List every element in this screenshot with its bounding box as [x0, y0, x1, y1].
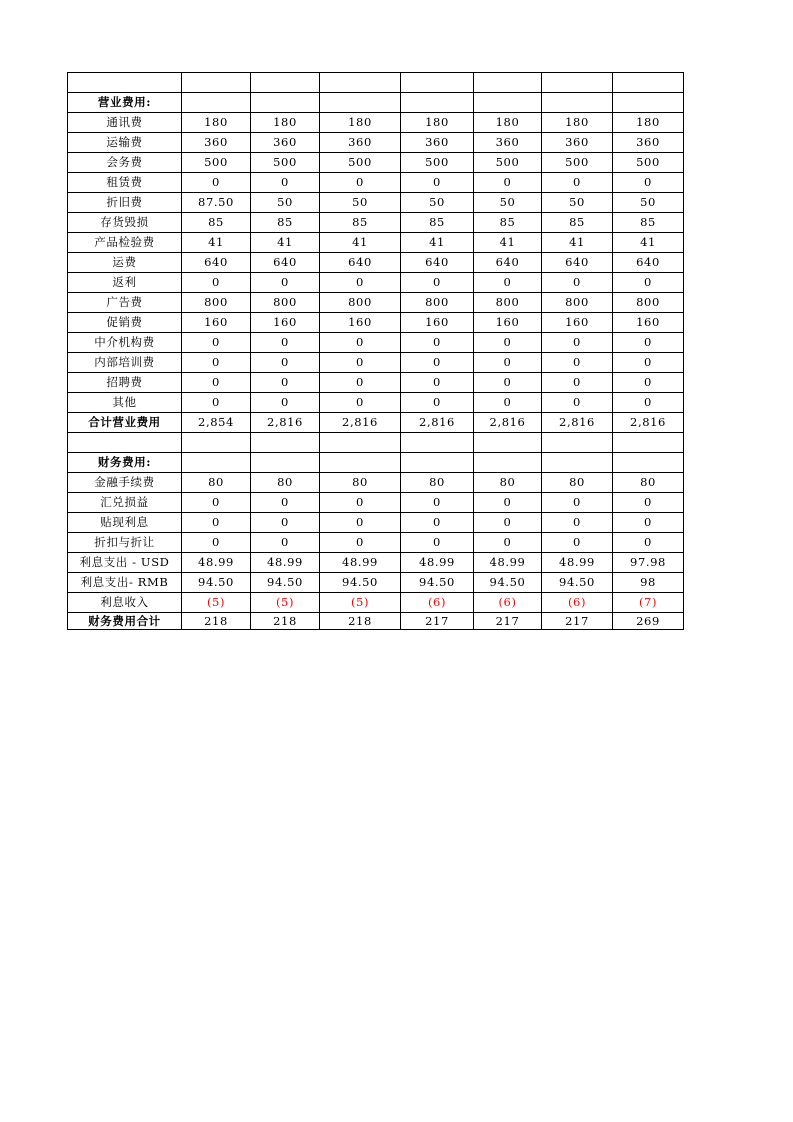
value-cell[interactable]: 50 — [401, 193, 474, 213]
value-cell[interactable]: 0 — [542, 173, 613, 193]
value-cell[interactable]: 80 — [613, 473, 684, 493]
table-row — [68, 393, 684, 413]
value-cell[interactable]: 160 — [542, 313, 613, 333]
value-cell[interactable] — [320, 453, 401, 473]
value-cell[interactable] — [542, 453, 613, 473]
value-cell[interactable] — [251, 453, 320, 473]
value-cell[interactable]: 180 — [401, 113, 474, 133]
value-cell[interactable] — [401, 433, 474, 453]
value-cell[interactable]: 94.50 — [320, 573, 401, 593]
value-cell[interactable]: 48.99 — [542, 553, 613, 573]
value-cell[interactable]: 0 — [542, 513, 613, 533]
value-cell[interactable]: 269 — [613, 613, 684, 630]
value-cell[interactable]: 85 — [474, 213, 542, 233]
value-cell[interactable]: 0 — [401, 333, 474, 353]
value-cell[interactable]: 2,854 — [182, 413, 251, 433]
table-row — [68, 133, 684, 153]
value-cell[interactable]: 0 — [474, 393, 542, 413]
value-cell[interactable]: 0 — [182, 513, 251, 533]
value-cell[interactable]: 0 — [474, 273, 542, 293]
value-cell[interactable]: 0 — [474, 353, 542, 373]
value-cell[interactable]: 85 — [251, 213, 320, 233]
value-cell[interactable]: 0 — [320, 533, 401, 553]
value-cell[interactable]: 0 — [182, 353, 251, 373]
row-label-cell[interactable]: 运费 — [68, 253, 182, 273]
value-cell[interactable]: (7) — [613, 593, 684, 613]
table-row — [68, 513, 684, 533]
row-label-cell[interactable]: 中介机构费 — [68, 333, 182, 353]
value-cell[interactable]: 640 — [182, 253, 251, 273]
value-cell[interactable]: 48.99 — [251, 553, 320, 573]
value-cell[interactable]: 360 — [401, 133, 474, 153]
value-cell[interactable]: 0 — [474, 493, 542, 513]
table-row — [68, 473, 684, 493]
value-cell[interactable]: 94.50 — [182, 573, 251, 593]
value-cell[interactable]: 640 — [474, 253, 542, 273]
value-cell[interactable]: (5) — [182, 593, 251, 613]
row-label-cell[interactable]: 贴现利息 — [68, 513, 182, 533]
value-cell[interactable]: 0 — [401, 353, 474, 373]
value-cell[interactable]: 41 — [542, 233, 613, 253]
table-row — [68, 293, 684, 313]
value-cell[interactable]: 180 — [474, 113, 542, 133]
value-cell[interactable]: 87.50 — [182, 193, 251, 213]
value-cell[interactable]: 0 — [251, 353, 320, 373]
value-cell[interactable]: 0 — [182, 533, 251, 553]
value-cell[interactable]: 0 — [251, 513, 320, 533]
value-cell[interactable]: 41 — [474, 233, 542, 253]
value-cell[interactable]: 180 — [320, 113, 401, 133]
table-row — [68, 253, 684, 273]
value-cell[interactable]: 0 — [320, 513, 401, 533]
value-cell[interactable]: 800 — [401, 293, 474, 313]
value-cell[interactable]: 500 — [182, 153, 251, 173]
expense-table — [67, 72, 684, 630]
value-cell[interactable]: 640 — [613, 253, 684, 273]
value-cell[interactable]: 360 — [474, 133, 542, 153]
value-cell[interactable]: 800 — [474, 293, 542, 313]
value-cell[interactable]: 217 — [401, 613, 474, 630]
table-row — [68, 173, 684, 193]
value-cell[interactable]: 41 — [320, 233, 401, 253]
value-cell[interactable]: 2,816 — [401, 413, 474, 433]
value-cell[interactable]: 500 — [542, 153, 613, 173]
value-cell[interactable]: 50 — [474, 193, 542, 213]
value-cell[interactable] — [542, 73, 613, 93]
value-cell[interactable]: 0 — [251, 533, 320, 553]
value-cell[interactable]: 360 — [251, 133, 320, 153]
value-cell[interactable] — [613, 93, 684, 113]
value-cell[interactable]: 0 — [401, 513, 474, 533]
value-cell[interactable]: 800 — [320, 293, 401, 313]
value-cell[interactable]: 2,816 — [251, 413, 320, 433]
section-header-row — [68, 93, 684, 113]
value-cell[interactable]: 800 — [613, 293, 684, 313]
value-cell[interactable]: 0 — [542, 273, 613, 293]
value-cell[interactable]: 0 — [251, 493, 320, 513]
value-cell[interactable]: 160 — [474, 313, 542, 333]
value-cell[interactable]: 48.99 — [182, 553, 251, 573]
value-cell[interactable]: 360 — [182, 133, 251, 153]
table-row — [68, 353, 684, 373]
value-cell[interactable]: (6) — [401, 593, 474, 613]
value-cell[interactable]: 41 — [401, 233, 474, 253]
row-label-cell[interactable]: 合计营业费用 — [68, 413, 182, 433]
value-cell[interactable] — [613, 73, 684, 93]
value-cell[interactable]: 48.99 — [474, 553, 542, 573]
value-cell[interactable]: 160 — [401, 313, 474, 333]
value-cell[interactable]: 0 — [613, 273, 684, 293]
value-cell[interactable]: 500 — [474, 153, 542, 173]
value-cell[interactable] — [474, 73, 542, 93]
value-cell[interactable]: 0 — [613, 373, 684, 393]
table-row — [68, 593, 684, 613]
value-cell[interactable]: 94.50 — [474, 573, 542, 593]
value-cell[interactable]: 0 — [251, 393, 320, 413]
value-cell[interactable]: 0 — [613, 513, 684, 533]
row-label-cell[interactable]: 利息支出 - USD — [68, 553, 182, 573]
value-cell[interactable]: 2,816 — [613, 413, 684, 433]
value-cell[interactable] — [542, 433, 613, 453]
blank-row — [68, 73, 684, 93]
value-cell[interactable]: 0 — [320, 353, 401, 373]
value-cell[interactable]: 160 — [182, 313, 251, 333]
value-cell[interactable]: 0 — [251, 273, 320, 293]
row-label-cell[interactable]: 促销费 — [68, 313, 182, 333]
value-cell[interactable]: 85 — [542, 213, 613, 233]
value-cell[interactable]: 0 — [251, 373, 320, 393]
row-label-cell[interactable]: 利息收入 — [68, 593, 182, 613]
value-cell[interactable] — [401, 73, 474, 93]
row-label-cell[interactable]: 返利 — [68, 273, 182, 293]
value-cell[interactable]: 0 — [613, 353, 684, 373]
value-cell[interactable]: 0 — [182, 333, 251, 353]
value-cell[interactable]: 0 — [401, 273, 474, 293]
value-cell[interactable] — [474, 453, 542, 473]
total-row — [68, 613, 684, 630]
value-cell[interactable]: 180 — [182, 113, 251, 133]
value-cell[interactable]: 85 — [401, 213, 474, 233]
value-cell[interactable]: 0 — [320, 273, 401, 293]
table-row — [68, 213, 684, 233]
table-row — [68, 153, 684, 173]
blank-row — [68, 433, 684, 453]
value-cell[interactable] — [251, 73, 320, 93]
value-cell[interactable]: 180 — [613, 113, 684, 133]
value-cell[interactable]: 2,816 — [320, 413, 401, 433]
value-cell[interactable]: 0 — [182, 393, 251, 413]
row-label-cell[interactable]: 财务费用合计 — [68, 613, 182, 630]
row-label-cell[interactable]: 运输费 — [68, 133, 182, 153]
value-cell[interactable]: 180 — [542, 113, 613, 133]
table-row — [68, 533, 684, 553]
row-label-cell[interactable]: 其他 — [68, 393, 182, 413]
value-cell[interactable]: 500 — [401, 153, 474, 173]
table-row — [68, 273, 684, 293]
value-cell[interactable]: 360 — [320, 133, 401, 153]
table-row — [68, 193, 684, 213]
value-cell[interactable]: 0 — [320, 493, 401, 513]
row-label-cell[interactable]: 金融手续费 — [68, 473, 182, 493]
table-row — [68, 573, 684, 593]
value-cell[interactable]: 0 — [613, 173, 684, 193]
value-cell[interactable]: 0 — [474, 533, 542, 553]
row-label-cell[interactable]: 利息支出- RMB — [68, 573, 182, 593]
value-cell[interactable]: 0 — [613, 493, 684, 513]
value-cell[interactable]: 97.98 — [613, 553, 684, 573]
value-cell[interactable] — [182, 73, 251, 93]
value-cell[interactable]: 0 — [542, 493, 613, 513]
value-cell[interactable]: 85 — [613, 213, 684, 233]
value-cell[interactable]: 500 — [251, 153, 320, 173]
value-cell[interactable]: 0 — [182, 493, 251, 513]
row-label-cell[interactable]: 通讯费 — [68, 113, 182, 133]
value-cell[interactable]: 0 — [182, 173, 251, 193]
value-cell[interactable] — [320, 73, 401, 93]
value-cell[interactable] — [182, 93, 251, 113]
value-cell[interactable]: 500 — [613, 153, 684, 173]
value-cell[interactable]: 640 — [320, 253, 401, 273]
value-cell[interactable] — [320, 93, 401, 113]
value-cell[interactable]: 160 — [613, 313, 684, 333]
value-cell[interactable]: 0 — [542, 393, 613, 413]
section-header-row — [68, 453, 684, 473]
value-cell[interactable]: 80 — [401, 473, 474, 493]
value-cell[interactable]: 0 — [401, 373, 474, 393]
value-cell[interactable]: 50 — [251, 193, 320, 213]
value-cell[interactable]: 85 — [182, 213, 251, 233]
value-cell[interactable]: 217 — [474, 613, 542, 630]
value-cell[interactable]: 800 — [251, 293, 320, 313]
value-cell[interactable]: 80 — [474, 473, 542, 493]
value-cell[interactable]: 41 — [613, 233, 684, 253]
value-cell[interactable]: 0 — [251, 173, 320, 193]
value-cell[interactable] — [474, 93, 542, 113]
row-label-cell[interactable]: 营业费用: — [68, 93, 182, 113]
value-cell[interactable]: 0 — [401, 533, 474, 553]
total-row — [68, 413, 684, 433]
value-cell[interactable]: 0 — [613, 533, 684, 553]
value-cell[interactable]: 218 — [251, 613, 320, 630]
value-cell[interactable]: 48.99 — [401, 553, 474, 573]
value-cell[interactable]: 800 — [182, 293, 251, 313]
value-cell[interactable]: 2,816 — [542, 413, 613, 433]
table-row — [68, 373, 684, 393]
value-cell[interactable]: 640 — [401, 253, 474, 273]
value-cell[interactable]: 0 — [182, 373, 251, 393]
row-label-cell[interactable]: 折旧费 — [68, 193, 182, 213]
value-cell[interactable] — [542, 93, 613, 113]
value-cell[interactable]: 50 — [613, 193, 684, 213]
row-label-cell[interactable]: 会务费 — [68, 153, 182, 173]
value-cell[interactable] — [401, 453, 474, 473]
value-cell[interactable]: 80 — [251, 473, 320, 493]
value-cell[interactable]: 48.99 — [320, 553, 401, 573]
value-cell[interactable]: 640 — [542, 253, 613, 273]
row-label-cell[interactable]: 产品检验费 — [68, 233, 182, 253]
value-cell[interactable]: 217 — [542, 613, 613, 630]
row-label-cell[interactable]: 租赁费 — [68, 173, 182, 193]
value-cell[interactable]: 218 — [320, 613, 401, 630]
value-cell[interactable] — [401, 93, 474, 113]
value-cell[interactable]: 0 — [474, 333, 542, 353]
value-cell[interactable]: 41 — [182, 233, 251, 253]
table-row — [68, 313, 684, 333]
value-cell[interactable]: 0 — [401, 173, 474, 193]
table-row — [68, 493, 684, 513]
table-row — [68, 233, 684, 253]
value-cell[interactable] — [613, 453, 684, 473]
table-row — [68, 113, 684, 133]
row-label-cell[interactable] — [68, 73, 182, 93]
value-cell[interactable]: 218 — [182, 613, 251, 630]
value-cell[interactable]: 2,816 — [474, 413, 542, 433]
value-cell[interactable]: 0 — [320, 373, 401, 393]
row-label-cell[interactable]: 广告费 — [68, 293, 182, 313]
value-cell[interactable] — [251, 93, 320, 113]
value-cell[interactable]: 80 — [320, 473, 401, 493]
value-cell[interactable]: 41 — [251, 233, 320, 253]
expense-table-body — [68, 73, 684, 630]
value-cell[interactable]: 0 — [401, 393, 474, 413]
value-cell[interactable] — [182, 453, 251, 473]
value-cell[interactable]: 0 — [474, 513, 542, 533]
value-cell[interactable]: 160 — [320, 313, 401, 333]
value-cell[interactable]: 85 — [320, 213, 401, 233]
value-cell[interactable]: (6) — [474, 593, 542, 613]
value-cell[interactable] — [182, 433, 251, 453]
value-cell[interactable]: 0 — [613, 393, 684, 413]
value-cell[interactable]: (5) — [251, 593, 320, 613]
value-cell[interactable]: 360 — [542, 133, 613, 153]
value-cell[interactable]: 0 — [251, 333, 320, 353]
value-cell[interactable]: 0 — [320, 173, 401, 193]
value-cell[interactable] — [320, 433, 401, 453]
value-cell[interactable]: 94.50 — [251, 573, 320, 593]
value-cell[interactable]: 160 — [251, 313, 320, 333]
row-label-cell[interactable]: 财务费用: — [68, 453, 182, 473]
value-cell[interactable]: 50 — [320, 193, 401, 213]
value-cell[interactable]: 80 — [542, 473, 613, 493]
value-cell[interactable]: 0 — [542, 333, 613, 353]
row-label-cell[interactable]: 内部培训费 — [68, 353, 182, 373]
value-cell[interactable]: 0 — [320, 393, 401, 413]
value-cell[interactable] — [613, 433, 684, 453]
table-row — [68, 333, 684, 353]
row-label-cell[interactable]: 存货毁损 — [68, 213, 182, 233]
value-cell[interactable]: 0 — [182, 273, 251, 293]
row-label-cell[interactable]: 折扣与折让 — [68, 533, 182, 553]
value-cell[interactable]: 80 — [182, 473, 251, 493]
value-cell[interactable]: 0 — [542, 373, 613, 393]
value-cell[interactable]: 0 — [613, 333, 684, 353]
value-cell[interactable] — [474, 433, 542, 453]
value-cell[interactable]: 98 — [613, 573, 684, 593]
value-cell[interactable]: 0 — [474, 373, 542, 393]
value-cell[interactable]: 94.50 — [542, 573, 613, 593]
value-cell[interactable]: 0 — [320, 333, 401, 353]
value-cell[interactable]: 50 — [542, 193, 613, 213]
value-cell[interactable]: 0 — [474, 173, 542, 193]
value-cell[interactable]: 94.50 — [401, 573, 474, 593]
value-cell[interactable] — [251, 433, 320, 453]
value-cell[interactable]: (5) — [320, 593, 401, 613]
value-cell[interactable]: 640 — [251, 253, 320, 273]
row-label-cell[interactable]: 招聘费 — [68, 373, 182, 393]
value-cell[interactable]: 0 — [401, 493, 474, 513]
value-cell[interactable]: 0 — [542, 353, 613, 373]
row-label-cell[interactable]: 汇兑损益 — [68, 493, 182, 513]
row-label-cell[interactable] — [68, 433, 182, 453]
value-cell[interactable]: 360 — [613, 133, 684, 153]
value-cell[interactable]: 800 — [542, 293, 613, 313]
table-row — [68, 553, 684, 573]
value-cell[interactable]: 500 — [320, 153, 401, 173]
value-cell[interactable]: (6) — [542, 593, 613, 613]
value-cell[interactable]: 180 — [251, 113, 320, 133]
value-cell[interactable]: 0 — [542, 533, 613, 553]
